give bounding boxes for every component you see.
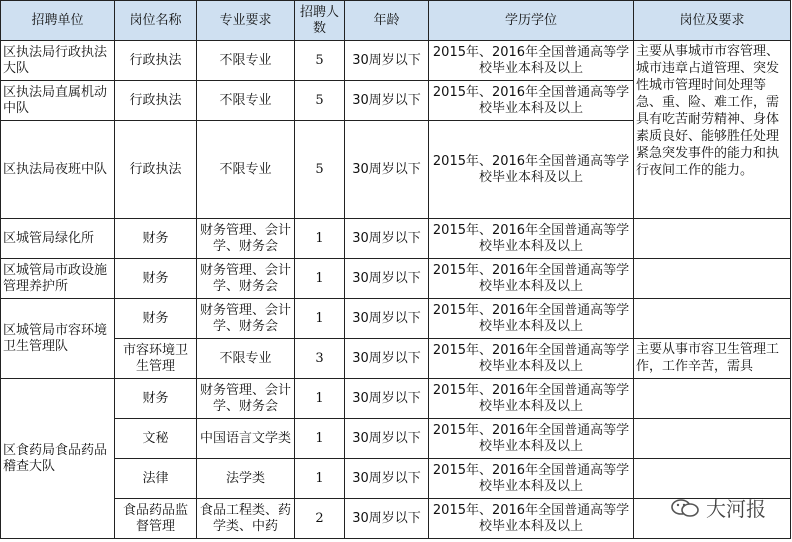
table-row [1, 259, 791, 299]
requirements-cell [634, 259, 791, 299]
count-cell: 5 [295, 81, 345, 121]
education-cell: 2015年、2016年全国普通高等学校毕业本科及以上 [429, 259, 634, 299]
count-cell: 1 [295, 459, 345, 499]
unit-cell: 区执法局夜班中队 [1, 121, 115, 219]
major-cell: 不限专业 [197, 81, 295, 121]
post-cell: 市容环境卫生管理 [115, 339, 197, 379]
major-cell: 不限专业 [197, 339, 295, 379]
header-unit: 招聘单位 [1, 1, 115, 41]
age-cell: 30周岁以下 [345, 459, 429, 499]
watermark-text: 大河报 [706, 497, 766, 521]
count-cell: 3 [295, 339, 345, 379]
post-cell: 财务 [115, 379, 197, 419]
requirements-cell [634, 299, 791, 339]
post-cell: 行政执法 [115, 81, 197, 121]
major-cell: 中国语言文学类 [197, 419, 295, 459]
post-cell: 财务 [115, 299, 197, 339]
requirements-cell [634, 419, 791, 459]
table-row [1, 299, 791, 339]
unit-cell: 区城管局绿化所 [1, 219, 115, 259]
header-education: 学历学位 [429, 1, 634, 41]
education-cell: 2015年、2016年全国普通高等学校毕业本科及以上 [429, 379, 634, 419]
post-cell: 法律 [115, 459, 197, 499]
table-row [1, 41, 791, 81]
post-cell: 行政执法 [115, 121, 197, 219]
major-cell: 财务管理、会计学、财务会 [197, 299, 295, 339]
header-row [1, 1, 791, 41]
age-cell: 30周岁以下 [345, 81, 429, 121]
table-row [1, 339, 791, 379]
unit-cell: 区食药局食品药品稽查大队 [1, 379, 115, 539]
education-cell: 2015年、2016年全国普通高等学校毕业本科及以上 [429, 419, 634, 459]
header-age: 年龄 [345, 1, 429, 41]
requirements-cell [634, 219, 791, 259]
header-count: 招聘人数 [295, 1, 345, 41]
unit-cell: 区执法局直属机动中队 [1, 81, 115, 121]
count-cell: 1 [295, 299, 345, 339]
table-row [1, 379, 791, 419]
age-cell: 30周岁以下 [345, 299, 429, 339]
unit-cell: 区城管局市政设施管理养护所 [1, 259, 115, 299]
count-cell: 5 [295, 121, 345, 219]
age-cell: 30周岁以下 [345, 121, 429, 219]
post-cell: 食品药品监督管理 [115, 499, 197, 539]
education-cell: 2015年、2016年全国普通高等学校毕业本科及以上 [429, 41, 634, 81]
count-cell: 1 [295, 219, 345, 259]
education-cell: 2015年、2016年全国普通高等学校毕业本科及以上 [429, 219, 634, 259]
age-cell: 30周岁以下 [345, 379, 429, 419]
post-cell: 行政执法 [115, 41, 197, 81]
major-cell: 财务管理、会计学、财务会 [197, 259, 295, 299]
major-cell: 财务管理、会计学、财务会 [197, 219, 295, 259]
post-cell: 财务 [115, 259, 197, 299]
header-post: 岗位名称 [115, 1, 197, 41]
count-cell: 2 [295, 499, 345, 539]
education-cell: 2015年、2016年全国普通高等学校毕业本科及以上 [429, 339, 634, 379]
table-row [1, 219, 791, 259]
requirements-cell [634, 379, 791, 419]
major-cell: 不限专业 [197, 121, 295, 219]
unit-cell: 区城管局市容环境卫生管理队 [1, 299, 115, 379]
unit-cell: 区执法局行政执法大队 [1, 41, 115, 81]
major-cell: 财务管理、会计学、财务会 [197, 379, 295, 419]
age-cell: 30周岁以下 [345, 41, 429, 81]
wechat-icon [670, 497, 700, 519]
requirements-cell: 主要从事市容卫生管理工作，工作辛苦，需具 [634, 339, 791, 379]
header-requirements: 岗位及要求 [634, 1, 791, 41]
count-cell: 1 [295, 419, 345, 459]
education-cell: 2015年、2016年全国普通高等学校毕业本科及以上 [429, 299, 634, 339]
post-cell: 财务 [115, 219, 197, 259]
requirements-cell: 主要从事城市市容管理、城市违章占道管理、突发性城市管理时间处理等急、重、险、难工作，需具有吃苦耐劳精神、身体素质良好、能够胜任处理紧急突发事件的能力和执行夜间工作的能力。 [634, 41, 791, 219]
education-cell: 2015年、2016年全国普通高等学校毕业本科及以上 [429, 459, 634, 499]
header-major: 专业要求 [197, 1, 295, 41]
major-cell: 不限专业 [197, 41, 295, 81]
age-cell: 30周岁以下 [345, 339, 429, 379]
age-cell: 30周岁以下 [345, 259, 429, 299]
table-row [1, 419, 791, 459]
education-cell: 2015年、2016年全国普通高等学校毕业本科及以上 [429, 499, 634, 539]
watermark [670, 493, 766, 522]
education-cell: 2015年、2016年全国普通高等学校毕业本科及以上 [429, 81, 634, 121]
major-cell: 食品工程类、药学类、中药 [197, 499, 295, 539]
count-cell: 1 [295, 379, 345, 419]
education-cell: 2015年、2016年全国普通高等学校毕业本科及以上 [429, 121, 634, 219]
count-cell: 5 [295, 41, 345, 81]
age-cell: 30周岁以下 [345, 419, 429, 459]
count-cell: 1 [295, 259, 345, 299]
post-cell: 文秘 [115, 419, 197, 459]
age-cell: 30周岁以下 [345, 219, 429, 259]
age-cell: 30周岁以下 [345, 499, 429, 539]
major-cell: 法学类 [197, 459, 295, 499]
